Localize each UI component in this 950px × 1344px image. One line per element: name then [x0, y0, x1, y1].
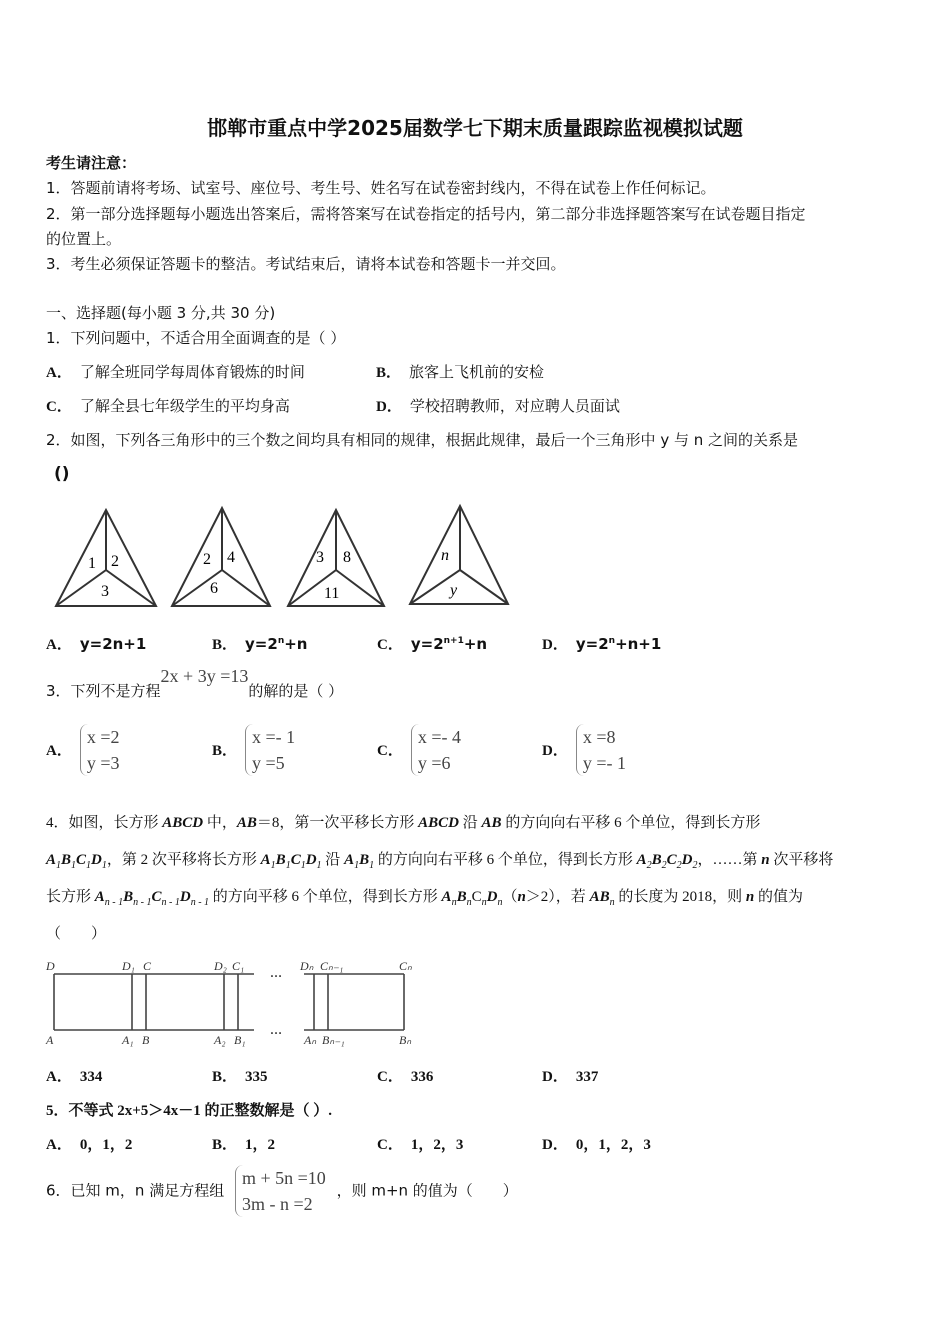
- math-symbol: A: [441, 889, 452, 905]
- option-tail: +n: [463, 635, 488, 653]
- option-label: B．: [212, 1137, 238, 1153]
- rectangles-figure: [44, 955, 424, 1050]
- q3-option-b[interactable]: [212, 724, 295, 776]
- text-segment: 长方形: [46, 889, 95, 905]
- triangle-1-left: 1: [88, 555, 96, 572]
- option-text: 335: [245, 1069, 268, 1085]
- section-heading: 一、选择题(每小题 3 分,共 30 分): [46, 304, 276, 322]
- label-top: D₁: [122, 959, 135, 973]
- triangle-3-bottom: 11: [324, 585, 340, 602]
- option-text: 337: [575, 1069, 599, 1085]
- label-top: Cₙ₋₁: [320, 959, 344, 973]
- q5-option-c[interactable]: [377, 1133, 463, 1154]
- triangle-2-right: 4: [227, 549, 235, 566]
- triangle-1-bottom: 3: [101, 583, 109, 600]
- equation-system: [576, 724, 626, 776]
- q4-option-c[interactable]: [377, 1065, 433, 1086]
- page-title: 邯郸市重点中学2025届数学七下期末质量跟踪监视模拟试题: [207, 116, 743, 140]
- question-6-stem: [46, 1165, 518, 1217]
- subscript: n: [609, 897, 615, 908]
- math-symbol: A: [344, 852, 355, 868]
- option-tail: +n: [284, 635, 308, 653]
- triangle-4-left: n: [441, 547, 449, 564]
- text-segment: ＞2），若: [525, 889, 590, 905]
- option-label: D．: [376, 399, 402, 415]
- option-tail: +n+1: [615, 635, 662, 653]
- option-label: D．: [542, 1137, 568, 1153]
- option-sup: n: [608, 636, 616, 646]
- eq-x: x =- 4: [417, 727, 461, 747]
- text-segment: （: [502, 889, 518, 905]
- text-segment: 的方向向右平移 6 个单位，得到长方形: [501, 815, 761, 831]
- subscript: 1: [285, 860, 291, 871]
- q5-option-b[interactable]: [212, 1133, 275, 1154]
- math-symbol: A: [636, 852, 647, 868]
- question-3-stem: [46, 666, 344, 701]
- equation-system: [411, 724, 461, 776]
- option-text: 0，1，2: [79, 1137, 133, 1153]
- notice-item: 2．第一部分选择题每小题选出答案后，需将答案写在试卷指定的括号内，第二部分非选择题答案写在试卷题目指定: [46, 205, 806, 223]
- subscript: 1: [86, 860, 92, 871]
- q4-option-b[interactable]: [212, 1065, 268, 1086]
- subscript: 2: [676, 860, 682, 871]
- subscript: 2: [646, 860, 652, 871]
- math-symbol: AB: [589, 889, 610, 905]
- option-label: A．: [46, 1069, 72, 1085]
- eq-x: x =- 1: [252, 727, 296, 747]
- equation-system: [245, 724, 295, 776]
- math-symbol: D: [91, 852, 102, 868]
- option-label: D．: [542, 637, 568, 653]
- math-symbol: B: [651, 852, 662, 868]
- math-symbol: C: [151, 889, 162, 905]
- triangles-figure: [50, 500, 520, 615]
- option-label: C．: [46, 399, 72, 415]
- q1-option-d[interactable]: [376, 395, 620, 416]
- subscript: 1: [369, 860, 375, 871]
- label-bottom: A₁: [122, 1033, 134, 1047]
- option-label: B．: [212, 742, 238, 759]
- math-symbol: B: [61, 852, 72, 868]
- math-symbol: B: [456, 889, 467, 905]
- q3-option-c[interactable]: [377, 724, 461, 776]
- stem-text: 3．下列不是方程: [46, 682, 161, 700]
- option-text: 1，2: [245, 1137, 276, 1153]
- subscript: 1: [101, 860, 107, 871]
- subscript: n: [466, 897, 472, 908]
- question-1-stem: 1．下列问题中，不适合用全面调查的是（ ）: [46, 329, 346, 347]
- question-4-line: [46, 885, 803, 908]
- eq-y: y =5: [252, 753, 285, 773]
- q3-option-d[interactable]: [542, 724, 626, 776]
- triangle-4-bottom: y: [450, 582, 458, 599]
- subscript: 2: [661, 860, 667, 871]
- equation-system: [235, 1165, 326, 1217]
- notice-item: 3．考生必须保证答题卡的整洁。考试结束后，请将本试卷和答题卡一并交回。: [46, 255, 566, 273]
- text-segment: 的值为: [754, 889, 803, 905]
- math-symbol: D: [486, 889, 498, 905]
- label-top: D: [46, 959, 55, 973]
- label-bottom: Bₙ₋₁: [322, 1033, 345, 1047]
- text-segment: 次平移将: [769, 852, 834, 868]
- text-segment: 的方向向右平移 6 个单位，得到长方形: [374, 852, 637, 868]
- triangle-2-bottom: 6: [210, 580, 218, 597]
- math-symbol: C: [76, 852, 87, 868]
- option-label: B．: [212, 637, 238, 653]
- math-symbol: D: [305, 852, 317, 868]
- ellipsis: …: [270, 1023, 282, 1037]
- math-symbol: n: [761, 852, 770, 868]
- text-segment: 中，: [203, 815, 237, 831]
- subscript: 2: [692, 860, 698, 871]
- question-2-stem: 2．如图，下列各三角形中的三个数之间均具有相同的规律，根据此规律，最后一个三角形中 y 与 n 之间的关系是: [46, 431, 799, 449]
- math-symbol: A: [260, 852, 271, 868]
- option-sup: n+1: [443, 636, 464, 646]
- triangle-2-left: 2: [203, 551, 211, 568]
- text-segment: （ ）: [46, 926, 107, 942]
- triangle-3-left: 3: [316, 549, 324, 566]
- option-label: B．: [212, 1069, 238, 1085]
- equation: 2x + 3y =13: [160, 666, 249, 686]
- text-segment: 沿: [321, 852, 345, 868]
- q1-option-a[interactable]: [46, 361, 305, 382]
- q1-option-b[interactable]: [376, 361, 544, 382]
- subscript: 1: [270, 860, 276, 871]
- option-text: 0，1，2，3: [575, 1137, 651, 1153]
- option-label: D．: [542, 742, 568, 759]
- label-bottom: A₂: [214, 1033, 226, 1047]
- option-label: C．: [377, 1069, 403, 1085]
- q5-option-d[interactable]: [542, 1133, 651, 1154]
- subscript: 1: [71, 860, 77, 871]
- option-text: y=2: [245, 635, 278, 653]
- subscript: n - 1: [104, 897, 124, 908]
- q2-option-b[interactable]: [212, 633, 307, 654]
- option-text: 旅客上飞机前的安检: [409, 363, 545, 381]
- notice-item: 的位置上。: [46, 230, 122, 248]
- option-text: 了解全县七年级学生的平均身高: [79, 397, 290, 415]
- equation: m + 5n =10: [241, 1168, 326, 1188]
- triangle-3-right: 8: [343, 549, 351, 566]
- subscript: 1: [56, 860, 62, 871]
- label-bottom: Bₙ: [399, 1033, 412, 1047]
- question-4-line: [46, 848, 833, 871]
- option-label: B．: [376, 365, 402, 381]
- notice-heading: 考生请注意：: [46, 154, 137, 172]
- option-text: 了解全班同学每周体育锻炼的时间: [79, 363, 305, 381]
- math-symbol: B: [359, 852, 370, 868]
- option-text: y=2: [575, 635, 609, 653]
- stem-text: ，则 m+n 的值为（ ）: [336, 1181, 518, 1200]
- text-segment: ，……第: [697, 852, 762, 868]
- label-top: Cₙ: [399, 959, 412, 973]
- ellipsis: …: [270, 966, 282, 980]
- text-segment: 的长度为 2018，则: [614, 889, 746, 905]
- math-symbol: A: [46, 852, 57, 868]
- stem-text: 的解的是（ ）: [248, 682, 344, 700]
- eq-y: y =3: [86, 753, 120, 773]
- math-symbol: AB: [236, 815, 257, 831]
- eq-y: y =6: [417, 753, 451, 773]
- triangle-1: [56, 510, 156, 606]
- label-bottom: B: [142, 1033, 150, 1047]
- question-4-line: [46, 922, 106, 943]
- text-segment: C: [471, 889, 482, 905]
- subscript: 1: [316, 860, 322, 871]
- subscript: n: [497, 897, 503, 908]
- math-symbol: ABCD: [418, 815, 460, 831]
- q4-option-d[interactable]: [542, 1065, 598, 1086]
- q3-option-a[interactable]: [46, 724, 120, 776]
- label-top: Dₙ: [300, 959, 314, 973]
- subscript: 1: [300, 860, 306, 871]
- triangle-4: [410, 506, 508, 604]
- option-text: y=2n+1: [79, 635, 147, 653]
- option-text: 1，2，3: [410, 1137, 464, 1153]
- subscript: n: [481, 897, 487, 908]
- math-symbol: C: [666, 852, 677, 868]
- option-text: 336: [410, 1069, 434, 1085]
- eq-x: x =2: [86, 727, 120, 747]
- q2-option-a[interactable]: [46, 633, 146, 654]
- question-4-line: [46, 811, 760, 832]
- option-label: C．: [377, 637, 403, 653]
- label-bottom: A: [46, 1033, 54, 1047]
- label-bottom: Aₙ: [304, 1033, 317, 1047]
- math-symbol: C: [290, 852, 301, 868]
- text-segment: 的方向平移 6 个单位，得到长方形: [209, 889, 442, 905]
- label-top: D₂: [214, 959, 227, 973]
- math-symbol: n: [517, 889, 526, 905]
- q1-option-c[interactable]: [46, 395, 290, 416]
- subscript: n - 1: [190, 897, 210, 908]
- math-symbol: B: [275, 852, 286, 868]
- text-segment: 沿: [459, 815, 482, 831]
- text-segment: 4．如图，长方形: [46, 815, 163, 831]
- math-symbol: D: [179, 889, 191, 905]
- equation-system: [80, 724, 120, 776]
- math-symbol: A: [94, 889, 105, 905]
- math-symbol: AB: [481, 815, 502, 831]
- option-label: A．: [46, 742, 72, 759]
- subscript: n - 1: [161, 897, 180, 908]
- option-text: y=2: [410, 635, 444, 653]
- text-segment: ，第 2 次平移将长方形: [106, 852, 261, 868]
- label-bottom: B₁: [234, 1033, 246, 1047]
- option-sup: n: [277, 636, 285, 646]
- math-symbol: B: [123, 889, 134, 905]
- subscript: 1: [354, 860, 360, 871]
- subscript: n - 1: [133, 897, 152, 908]
- option-text: 334: [79, 1069, 103, 1085]
- q2-option-d[interactable]: [542, 633, 661, 654]
- stem-text: 6．已知 m，n 满足方程组: [46, 1181, 225, 1200]
- q5-option-a[interactable]: [46, 1133, 132, 1154]
- option-label: A．: [46, 1137, 72, 1153]
- option-label: C．: [377, 1137, 403, 1153]
- notice-item: 1．答题前请将考场、试室号、座位号、考生号、姓名写在试卷密封线内，不得在试卷上作任何标记。: [46, 179, 716, 197]
- eq-x: x =8: [582, 727, 616, 747]
- equation: 3m - n =2: [241, 1194, 313, 1214]
- math-symbol: ABCD: [162, 815, 204, 831]
- math-symbol: n: [745, 889, 755, 905]
- eq-y: y =- 1: [582, 753, 626, 773]
- label-top: C: [143, 959, 152, 973]
- label-top: C₁: [232, 959, 245, 973]
- q2-option-c[interactable]: [377, 633, 487, 654]
- triangle-3: [288, 510, 384, 606]
- option-label: A．: [46, 365, 72, 381]
- option-text: 学校招聘教师，对应聘人员面试: [409, 397, 620, 415]
- text-segment: ＝8，第一次平移长方形: [256, 815, 419, 831]
- triangle-1-right: 2: [111, 553, 119, 570]
- answer-paren: (): [54, 464, 70, 484]
- question-5-stem: 5．不等式 2x+5＞4x－1 的正整数解是（ ）.: [46, 1103, 333, 1119]
- subscript: n: [451, 897, 457, 908]
- option-label: D．: [542, 1069, 568, 1085]
- triangle-2: [172, 508, 270, 606]
- math-symbol: D: [681, 852, 693, 868]
- option-label: A．: [46, 637, 72, 653]
- q4-option-a[interactable]: [46, 1065, 102, 1086]
- option-label: C．: [377, 742, 403, 759]
